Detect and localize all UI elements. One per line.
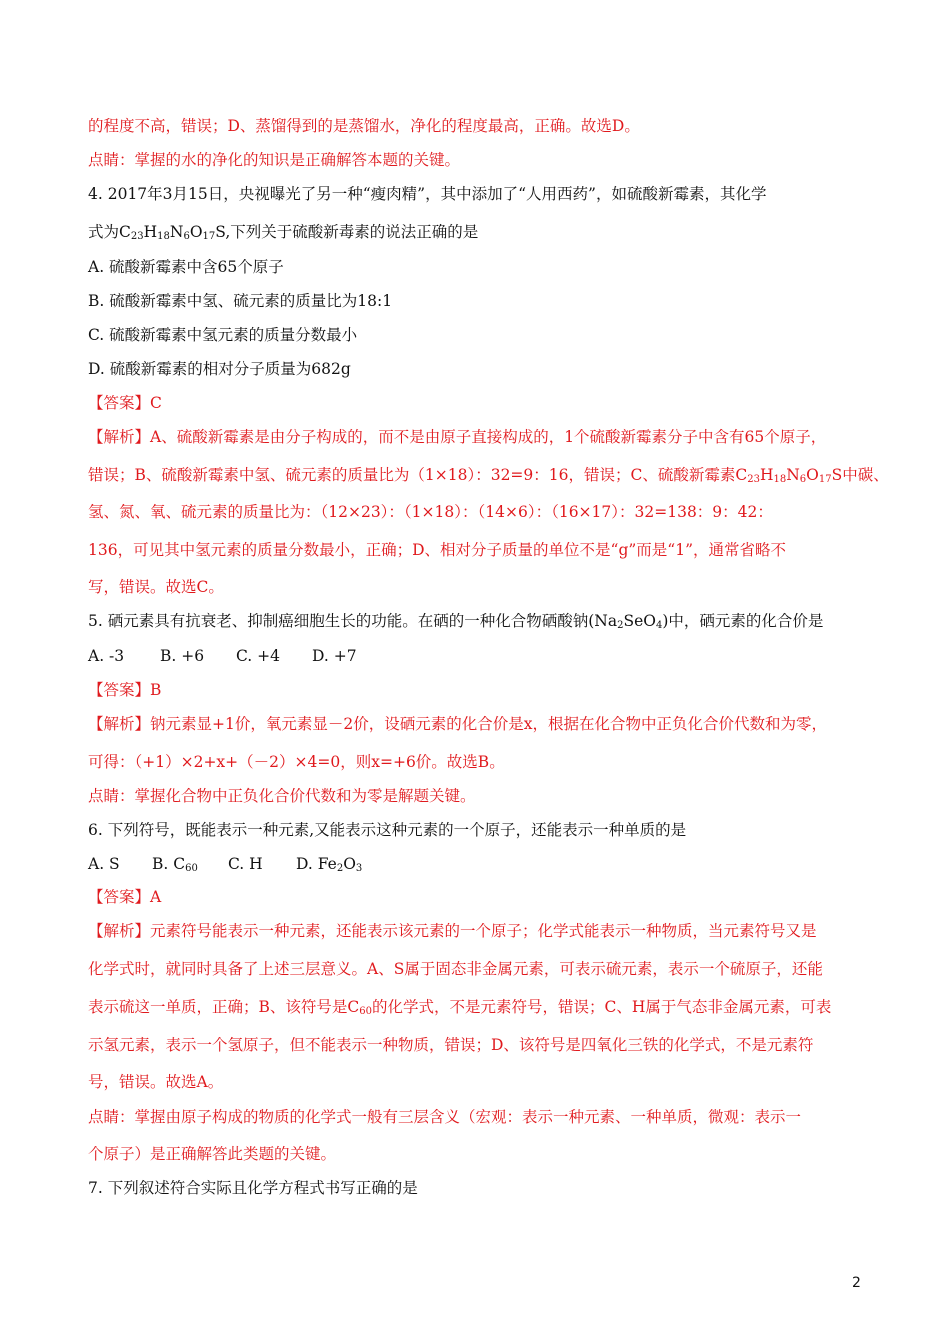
question-6-explanation: 化学式时，就同时具备了上述三层意义。A、S属于固态非金属元素，可表示硫元素，表示一个硫原子，还能 (88, 960, 823, 978)
question-4-option-b: B. 硫酸新霉素中氢、硫元素的质量比为18:1 (88, 292, 393, 310)
question-6-option-a: A. S (88, 855, 120, 873)
question-5-stem: 5. 硒元素具有抗衰老、抑制癌细胞生长的功能。在硒的一种化合物硒酸钠$(Na_2SeO_4)$中，硒元素的化合价是 (88, 612, 824, 631)
question-5-explanation: 【解析】钠元素显+1价，氧元素显－2价，设硒元素的化合价是x，根据在化合物中正负化合价代数和为零， (88, 715, 827, 733)
tip-line: 点睛：掌握的水的净化的知识是正确解答本题的关键。 (88, 151, 461, 169)
question-5-explanation: 可得：（+1）×2+x+（－2）×4=0，则x=+6价。故选B。 (88, 753, 505, 771)
question-6-tip: 个原子）是正确解答此类题的关键。 (88, 1145, 337, 1163)
question-4-explanation: 写，错误。故选C。 (88, 578, 224, 596)
question-5-tip: 点睛：掌握化合物中正负化合价代数和为零是解题关键。 (88, 787, 476, 805)
question-4-explanation: 氢、氮、氧、硫元素的质量比为：（12×23）：（1×18）：（14×6）：（16×17）：32=138：9：42： (88, 503, 773, 521)
question-5-answer: 【答案】B (88, 681, 162, 699)
text-line: 的程度不高，错误；D、蒸馏得到的是蒸馏水，净化的程度最高，正确。故选D。 (88, 117, 640, 135)
question-4-option-d: D. 硫酸新霉素的相对分子质量为682g (88, 360, 351, 378)
question-5-options (88, 646, 357, 666)
question-4-explanation: 错误；B、硫酸新霉素中氢、硫元素的质量比为（1×18）：32=9：16，错误；C、硫酸新霉素$C_{23}H_{18}N_6O_{17}S$中碳、 (88, 466, 889, 485)
question-4-stem: 4. 2017年3月15日，央视曝光了另一种“瘦肉精”，其中添加了“人用西药”，如硫酸新霉素，其化学 (88, 185, 767, 203)
question-4-formula-line: 式为$C_{23}H_{18}N_6O_{17}S$,下列关于硫酸新毒素的说法正确的是 (88, 223, 479, 242)
question-5-option-d: D. +7 (312, 647, 357, 665)
question-6-explanation: 表示硫这一单质，正确；B、该符号是$C_{60}$的化学式，不是元素符号，错误；C、H属于气态非金属元素，可表 (88, 998, 832, 1017)
question-6-explanation: 号，错误。故选A。 (88, 1073, 224, 1091)
question-6-option-c: C. H (228, 855, 263, 873)
question-5-option-c: C. +4 (236, 647, 281, 665)
question-6-option-b: B. $C_{60}$ (152, 855, 198, 874)
question-4-explanation: 【解析】A、硫酸新霉素是由分子构成的，而不是由原子直接构成的，1个硫酸新霉素分子中含有65个原子， (88, 428, 827, 446)
question-6-options (88, 854, 362, 874)
question-4-explanation: 136，可见其中氢元素的质量分数最小，正确；D、相对分子质量的单位不是“g”而是“1”，通常省略不 (88, 541, 786, 559)
question-5-option-b: B. +6 (160, 647, 205, 665)
question-6-explanation: 示氢元素，表示一个氢原子，但不能表示一种物质，错误；D、该符号是四氧化三铁的化学式，不是元素符 (88, 1036, 814, 1054)
question-6-tip: 点睛：掌握由原子构成的物质的化学式一般有三层含义（宏观：表示一种元素、一种单质，微观：表示一 (88, 1108, 802, 1126)
question-6-stem: 6. 下列符号，既能表示一种元素,又能表示这种元素的一个原子，还能表示一种单质的是 (88, 821, 687, 839)
question-4-option-a: A. 硫酸新霉素中含65个原子 (88, 258, 284, 276)
question-4-option-c: C. 硫酸新霉素中氢元素的质量分数最小 (88, 326, 358, 344)
question-6-option-d: D. $Fe_2O_3$ (296, 855, 363, 874)
question-6-explanation: 【解析】元素符号能表示一种元素，还能表示该元素的一个原子；化学式能表示一种物质，当元素符号又是 (88, 922, 817, 940)
question-7-stem: 7. 下列叙述符合实际且化学方程式书写正确的是 (88, 1179, 418, 1197)
question-6-answer: 【答案】A (88, 888, 162, 906)
question-5-option-a: A. -3 (88, 647, 125, 665)
question-4-answer: 【答案】C (88, 394, 162, 412)
page-number: 2 (852, 1275, 861, 1291)
